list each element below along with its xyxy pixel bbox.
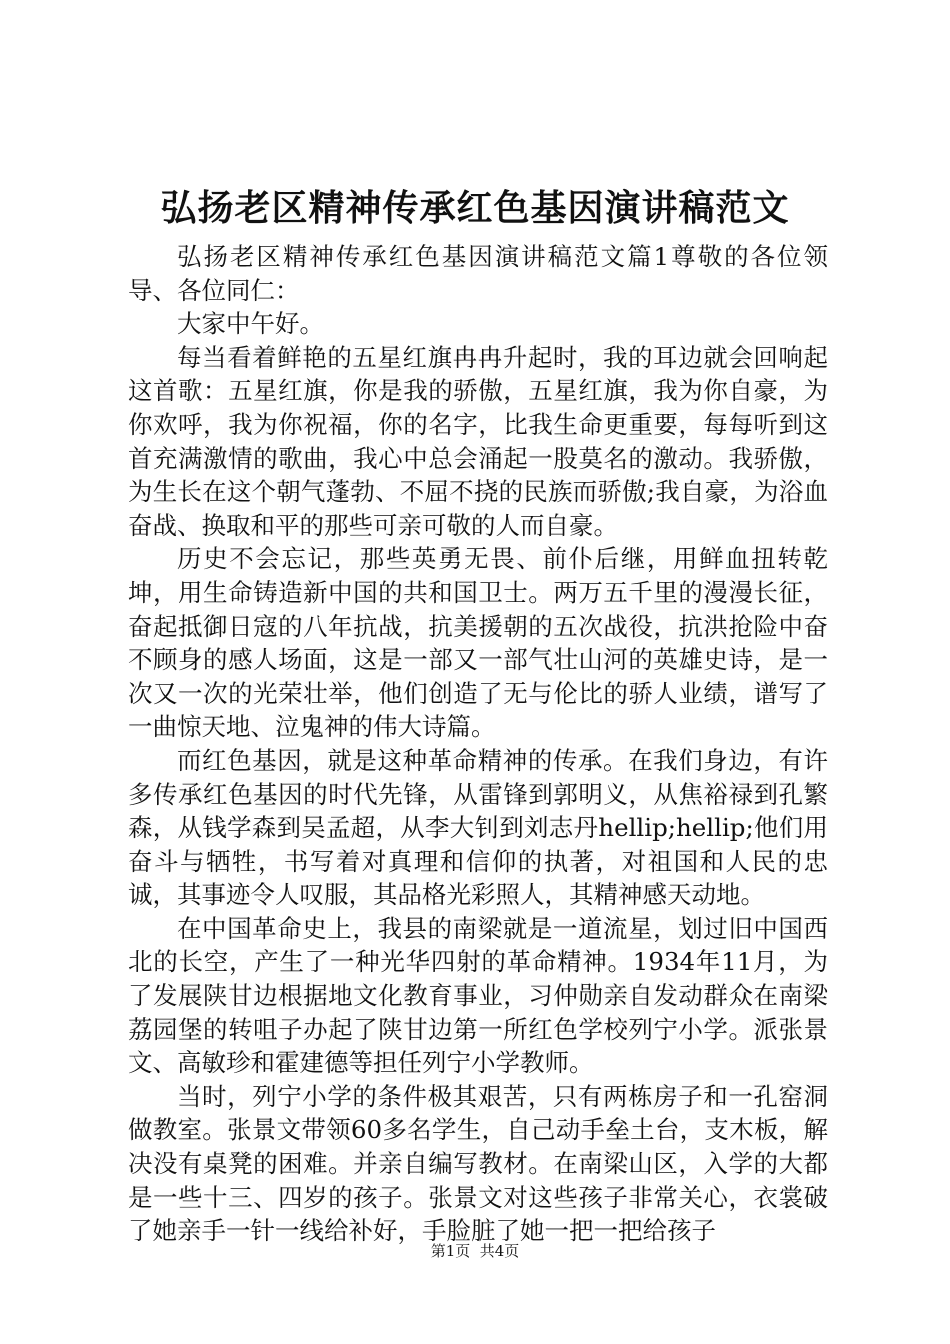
paragraph-6: 在中国革命史上，我县的南梁就是一道流星，划过旧中国西北的长空，产生了一种光华四射的革命精神。1934年11月，为了发展陕甘边根据地文化教育事业，习仲勋亲自发动群众在南梁荔园堡的转咀子办起了陕甘边第一所红色学校列宁小学。派张景文、高敏珍和霍建德等担任列宁小学教师。 xyxy=(128,913,828,1078)
paragraph-2: 大家中午好。 xyxy=(177,309,324,339)
paragraph-4: 历史不会忘记，那些英勇无畏、前仆后继，用鲜血扭转乾坤，用生命铸造新中国的共和国卫士。两万五千里的漫漫长征，奋起抵御日寇的八年抗战，抗美援朝的五次战役，抗洪抢险中奋不顾身的感人场面，这是一部又一部气壮山河的英雄史诗，是一次又一次的光荣壮举，他们创造了无与伦比的骄人业绩，谱写了一曲惊天地、泣鬼神的伟大诗篇。 xyxy=(128,544,828,742)
document-title: 弘扬老区精神传承红色基因演讲稿范文 xyxy=(160,187,790,229)
paragraph-3: 每当看着鲜艳的五星红旗冉冉升起时，我的耳边就会回响起这首歌：五星红旗，你是我的骄傲，五星红旗，我为你自豪，为你欢呼，我为你祝福，你的名字，比我生命更重要，每每听到这首充满激情的歌曲，我心中总会涌起一股莫名的激动。我骄傲，为生长在这个朝气蓬勃、不屈不挠的民族而骄傲;我自豪，为浴血奋战、换取和平的那些可亲可敬的人而自豪。 xyxy=(128,342,828,540)
paragraph-1: 弘扬老区精神传承红色基因演讲稿范文篇1尊敬的各位领导、各位同仁： xyxy=(128,242,828,305)
paragraph-7: 当时，列宁小学的条件极其艰苦，只有两栋房子和一孔窑洞做教室。张景文带领60多名学生，自己动手垒土台，支木板，解决没有桌凳的困难。并亲自编写教材。在南梁山区，入学的大都是一些十三、四岁的孩子。张景文对这些孩子非常关心，衣裳破了她亲手一针一线给补好，手脸脏了她一把一把给孩子 xyxy=(128,1081,828,1246)
page-footer: 第1页 共4页 xyxy=(430,1242,520,1260)
document-body xyxy=(128,240,828,1248)
paragraph-5: 而红色基因，就是这种革命精神的传承。在我们身边，有许多传承红色基因的时代先锋，从雷锋到郭明义，从焦裕禄到孔繁森，从钱学森到吴孟超，从李大钊到刘志丹hellip;hellip;他们用奋斗与牺牲，书写着对真理和信仰的执著，对祖国和人民的忠诚，其事迹令人叹服，其品格光彩照人，其精神感天动地。 xyxy=(128,745,828,910)
